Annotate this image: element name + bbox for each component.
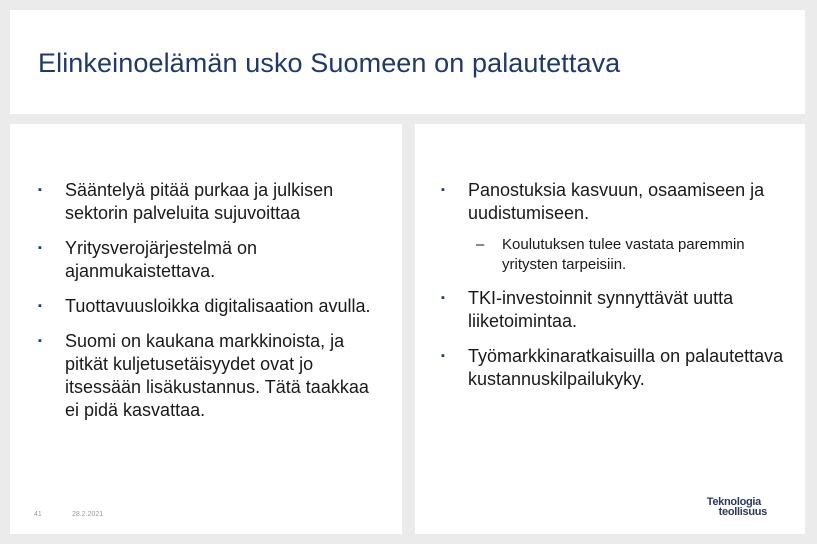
square-bullet-icon: ▪	[441, 184, 445, 196]
bullet-text: Työmarkkinaratkaisuilla on palautettava kustannuskilpailukyky.	[468, 346, 784, 389]
bullet-item	[35, 330, 385, 422]
right-bullet-list	[438, 179, 793, 391]
bullet-text: Yritysverojärjestelmä on ajanmukaistettava.	[65, 238, 258, 281]
logo-text-line1: Teknologia	[706, 496, 761, 508]
page-number: 41	[34, 511, 42, 518]
square-bullet-icon: ▪	[38, 300, 42, 312]
square-bullet-icon: ▪	[38, 184, 42, 196]
square-bullet-icon: ▪	[38, 335, 42, 347]
bullet-item	[438, 287, 793, 333]
dash-bullet-icon: –	[476, 236, 485, 253]
slide-date: 28.2.2021	[72, 511, 104, 518]
title-panel	[10, 10, 805, 114]
sub-bullet-list	[468, 235, 793, 275]
sub-bullet-item	[468, 235, 793, 275]
square-bullet-icon: ▪	[441, 292, 445, 304]
bullet-text: TKI-investoinnit synnyttävät uutta liiketoimintaa.	[468, 288, 734, 331]
square-bullet-icon: ▪	[38, 242, 42, 254]
bullet-item	[438, 345, 793, 391]
bullet-text: Sääntelyä pitää purkaa ja julkisen sektorin palveluita sujuvoittaa	[65, 180, 334, 223]
bullet-item	[35, 237, 385, 283]
bullet-item	[438, 179, 793, 275]
bullet-item	[35, 295, 385, 318]
bullet-text: Suomi on kaukana markkinoista, ja pitkät kuljetusetäisyydet ovat jo itsessään lisäkustannus. Tätä taakkaa ei pidä kasvattaa.	[65, 331, 369, 420]
logo-text-line2: teollisuus	[718, 506, 767, 518]
square-bullet-icon: ▪	[441, 350, 445, 362]
content-panel	[10, 124, 805, 534]
left-bullet-list	[35, 179, 385, 422]
bullet-item	[35, 179, 385, 225]
bullet-text: Tuottavuusloikka digitalisaation avulla.	[65, 296, 371, 316]
column-divider	[402, 124, 415, 534]
sub-bullet-text: Koulutuksen tulee vastata paremmin yritysten tarpeisiin.	[502, 236, 745, 273]
bullet-text: Panostuksia kasvuun, osaamiseen ja uudistumiseen.	[468, 180, 765, 223]
slide-title: Elinkeinoelämän usko Suomeen on palautettava	[38, 48, 621, 78]
teknologiateollisuus-logo	[691, 496, 791, 518]
